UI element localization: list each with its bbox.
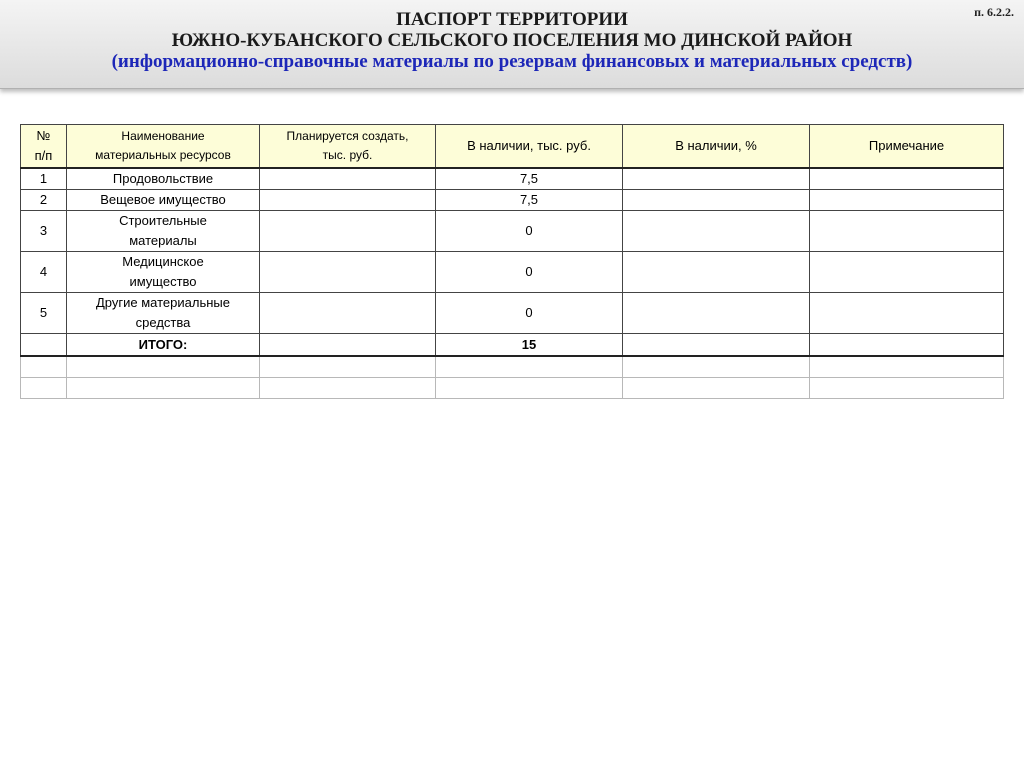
table-header-row — [21, 125, 1004, 169]
total-planned — [260, 334, 436, 357]
row-planned — [260, 293, 436, 334]
row-note — [810, 252, 1004, 293]
table-row — [21, 168, 1004, 190]
page-title-settlement: ЮЖНО-КУБАНСКОГО СЕЛЬСКОГО ПОСЕЛЕНИЯ МО ДИНСКОЙ РАЙОН — [171, 30, 853, 51]
empty-cell — [67, 356, 260, 378]
row-pct — [623, 190, 810, 211]
empty-cell — [21, 378, 67, 399]
row-name-line: средства — [135, 315, 191, 330]
header-available-rub: В наличии, тыс. руб. — [436, 125, 623, 169]
row-note — [810, 168, 1004, 190]
empty-row — [21, 356, 1004, 378]
table-row — [21, 190, 1004, 211]
header-available-pct: В наличии, % — [623, 125, 810, 169]
header-name-sub-label: материальных ресурсов — [95, 148, 231, 162]
row-num: 1 — [21, 168, 67, 190]
header-planned-label: Планируется создать, — [286, 129, 409, 143]
row-name-line: материалы — [129, 233, 197, 248]
table-row — [21, 252, 1004, 293]
row-name — [67, 293, 260, 334]
total-available: 15 — [436, 334, 623, 357]
row-num: 2 — [21, 190, 67, 211]
empty-cell — [260, 356, 436, 378]
row-note — [810, 211, 1004, 252]
row-name-line: Другие материальные — [96, 295, 230, 310]
row-name — [67, 211, 260, 252]
row-planned — [260, 211, 436, 252]
row-pct — [623, 252, 810, 293]
row-pct — [623, 211, 810, 252]
total-row — [21, 334, 1004, 357]
row-available: 7,5 — [436, 168, 623, 190]
row-available: 7,5 — [436, 190, 623, 211]
header-num-label: № — [36, 128, 51, 143]
page-title: ПАСПОРТ ТЕРРИТОРИИ — [396, 9, 628, 30]
total-note — [810, 334, 1004, 357]
row-name-line: имущество — [129, 274, 197, 289]
row-name-line: Медицинское — [122, 254, 204, 269]
row-planned — [260, 190, 436, 211]
row-num: 4 — [21, 252, 67, 293]
page-subtitle: (информационно-справочные материалы по резервам финансовых и материальных средств) — [111, 51, 913, 72]
row-available: 0 — [436, 293, 623, 334]
header-num-sub-label: п/п — [34, 148, 53, 163]
header-name — [67, 125, 260, 169]
header-planned — [260, 125, 436, 169]
resources-table — [20, 124, 1004, 399]
empty-cell — [810, 378, 1004, 399]
row-pct — [623, 293, 810, 334]
row-note — [810, 293, 1004, 334]
header-bar — [0, 0, 1024, 89]
header-num — [21, 125, 67, 169]
empty-cell — [21, 356, 67, 378]
header-note: Примечание — [810, 125, 1004, 169]
row-available: 0 — [436, 252, 623, 293]
total-pct — [623, 334, 810, 357]
empty-cell — [436, 378, 623, 399]
empty-cell — [67, 378, 260, 399]
row-name: Продовольствие — [67, 168, 260, 190]
row-name-line: Строительные — [119, 213, 207, 228]
row-num: 5 — [21, 293, 67, 334]
row-name: Вещевое имущество — [67, 190, 260, 211]
empty-cell — [623, 356, 810, 378]
total-label: ИТОГО: — [67, 334, 260, 357]
page-reference: п. 6.2.2. — [974, 5, 1014, 19]
row-available: 0 — [436, 211, 623, 252]
table-row — [21, 293, 1004, 334]
empty-row — [21, 378, 1004, 399]
empty-cell — [436, 356, 623, 378]
row-num: 3 — [21, 211, 67, 252]
total-num — [21, 334, 67, 357]
row-note — [810, 190, 1004, 211]
row-pct — [623, 168, 810, 190]
table-row — [21, 211, 1004, 252]
empty-cell — [810, 356, 1004, 378]
empty-cell — [260, 378, 436, 399]
row-planned — [260, 168, 436, 190]
row-name — [67, 252, 260, 293]
header-name-label: Наименование — [121, 129, 205, 143]
empty-cell — [623, 378, 810, 399]
row-planned — [260, 252, 436, 293]
header-planned-sub-label: тыс. руб. — [322, 148, 373, 162]
